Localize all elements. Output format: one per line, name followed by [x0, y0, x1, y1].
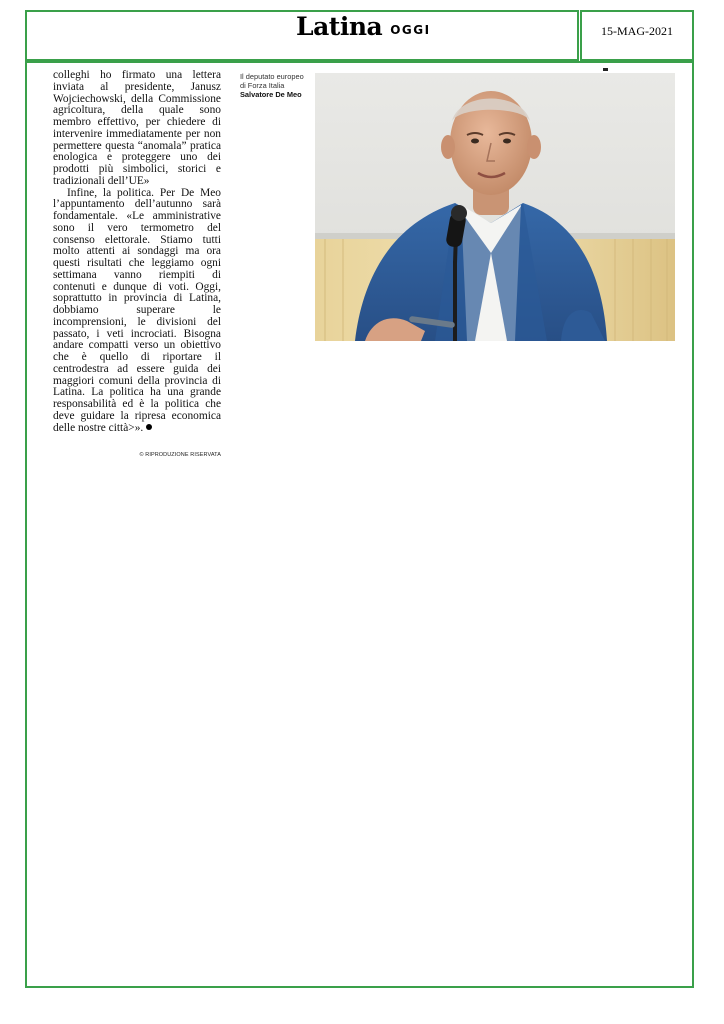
masthead	[296, 12, 431, 41]
speaker-illustration	[315, 73, 675, 341]
copyright-notice: © RIPRODUZIONE RISERVATA	[139, 452, 221, 458]
masthead-title: Latina	[296, 12, 383, 41]
masthead-subtitle: OGGI	[390, 23, 431, 37]
end-bullet-icon	[146, 424, 152, 430]
photo-caption	[240, 72, 308, 100]
publication-date: 15-MAG-2021	[601, 24, 673, 38]
page-mark	[603, 68, 608, 71]
speaker-photo	[315, 73, 675, 341]
article-paragraph	[53, 188, 221, 435]
article-body	[53, 70, 221, 434]
article-paragraph-text: Infine, la politica. Per De Meo l’appuntamento dell’autunno sarà fondamentale. «Le amministrative sono il vero termometro del consenso elettorale. Stiamo tutti molto attenti ai sondaggi ma ora questi risultati che leggiamo ogni settimana vanno riempiti di contenuti e dunque di voti. Oggi, soprattutto in provincia di Latina, dobbiamo superare le incomprensioni, le divisioni del passato, i veti incrociati. Bisogna andare compatti verso un obiettivo che è quello di riportare il centrodestra ad essere guida dei maggiori comuni della provincia di Latina. La politica ha una grande responsabilità ed è la politica che deve guidare la ripresa economica delle nostre città>».	[53, 186, 221, 434]
caption-name: Salvatore De Meo	[240, 90, 302, 100]
caption-text: Il deputato europeo di Forza Italia	[240, 72, 304, 91]
article-paragraph: colleghi ho firmato una lettera inviata al presidente, Janusz Wojciechowski, della Commissione agricoltura, della quale sono membro effettivo, per chiedere di intervenire immediatamente per non permettere questa “anomala” pratica enologica e proteggere uno dei prodotti più simbolici, storici e tradizionali dell’UE»	[53, 69, 221, 187]
